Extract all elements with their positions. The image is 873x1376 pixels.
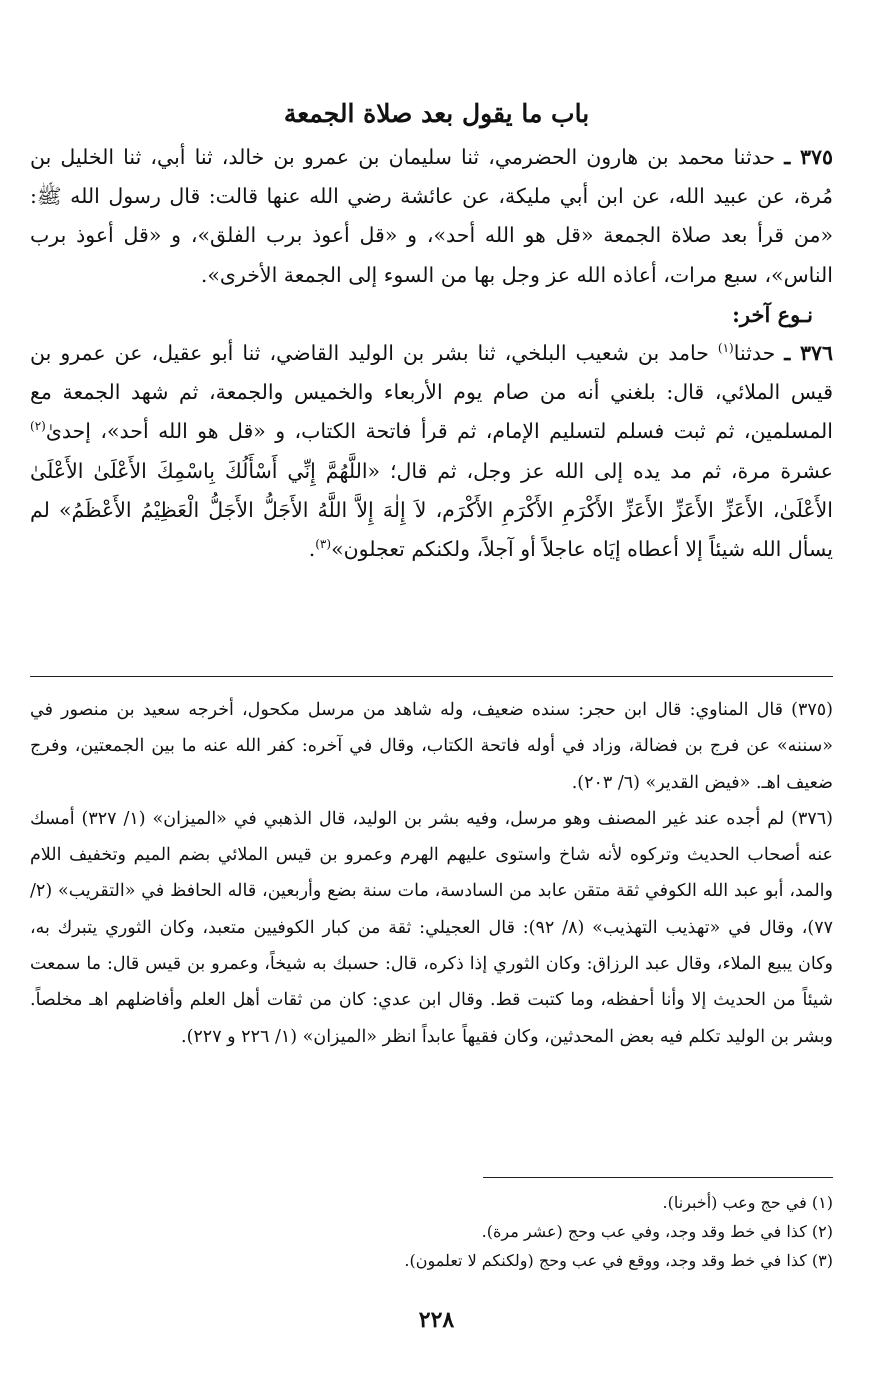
hadith-text-376-part2: عشرة مرة، ثم مد يده إلى الله عز وجل، ثم قال؛ «اللَّهُمَّ إِنِّي أَسْأَلُكَ بِاسْمِكَ الأَعْلَىٰ الأَعْلَىٰ الأَعْلَىٰ، الأَعَزِّ الأَعَزِّ الأَعَزِّ الأَكْرَمِ الأَكْرَمِ الأَكْرَم، لاَ إِلٰهَ إِلاَّ اللَّهُ الأَجَلُّ الأَجَلُّ الْعَظِيْمُ الأَعْظَمُ» لم يسأل الله شيئاً إلا أعطاه إيَاه عاجلاً أو آجلاً، ولكنكم تعجلون» [30,458,833,562]
footnote-2: (٢) كذا في خط وقد وجد، وفي عب وحج (عشر مرة). [481,1222,833,1241]
hadith-376 [30,334,833,569]
main-text [30,138,833,569]
footnote-divider [483,1177,833,1178]
commentary-notes [30,692,833,1055]
footnote-marker-3: (٣) [315,537,332,552]
hadith-375 [30,138,833,295]
footnote-marker-1: (١) [717,341,734,356]
section-subheading: نـوع آخر: [732,301,813,327]
main-divider [30,676,833,677]
footnotes [30,1188,833,1275]
note-375: (٣٧٥) قال المناوي: قال ابن حجر: سنده ضعيف، وله شاهد من مرسل مكحول، أخرجه سعيد بن منصور في «سننه» عن فرج بن فضالة، وزاد في أوله فاتحة الكتاب، وقال في آخره: كفر الله عنه ما بين الجمعتين، وفرج ضعيف اهـ. «فيض القدير» (٦/ ٢٠٣). [30,700,833,793]
page-number: ٢٢٨ [418,1307,455,1333]
hadith-text-375: حدثنا محمد بن هارون الحضرمي، ثنا سليمان بن عمرو بن خالد، ثنا أبي، ثنا الخليل بن مُرة، عن عبيد الله، عن ابن أبي مليكة، عن عائشة رضي الله عنها قالت: قال رسول الله ﷺ: «من قرأ بعد صلاة الجمعة «قل هو الله أحد»، و «قل أعوذ برب الفلق»، و «قل أعوذ برب الناس»، سبع مرات، أعاذه الله عز وجل بها من السوء إلى الجمعة الأخرى». [30,145,833,287]
footnote-marker-2: (٢) [30,419,46,434]
hadith-number-375: ٣٧٥ ـ [784,145,833,169]
note-376: (٣٧٦) لم أجده عند غير المصنف وهو مرسل، وفيه بشر بن الوليد، قال الذهبي في «الميزان» (١/ ٣٢٧) أمسك عنه أصحاب الحديث وتركوه لأنه شاخ واستوى عليهم الهرم وعمرو بن قيس الملائي بضم الميم وتخفيف اللام والمد، أبو عبد الله الكوفي ثقة متقن عابد من السادسة، مات سنة بضع وأربعين، قاله الحافظ في «التقريب» (٢/ ٧٧)، وقال في «تهذيب التهذيب» (٨/ ٩٢): قال العجيلي: ثقة من كبار الكوفيين متعبد، وكان الثوري يتبرك به، وكان يبيع الملاء، وقال عبد الرزاق: وكان الثوري إذا ذكره، قال: حسبك به شيخاً، وعمرو بن قيس قال: ما سمعت شيئاً من الحديث إلا وأنا أحفظه، وما كتبت قط. وقال ابن عدي: كان من ثقات أهل العلم وأفاضلهم اهـ مخلصاً. وبشر بن الوليد تكلم فيه بعض المحدثين، وكان فقيهاً عابداً انظر «الميزان» (١/ ٢٢٦ و ٢٢٧). [30,808,833,1047]
footnote-1: (١) في حج وعب (أخبرنا). [662,1193,833,1212]
footnote-3: (٣) كذا في خط وقد وجد، ووقع في عب وحج (ولكنكم لا تعلمون). [404,1251,833,1270]
hadith-number-376: ٣٧٦ ـ [784,341,833,366]
hadith-lead-376: حدثنا [733,341,785,366]
chapter-heading: باب ما يقول بعد صلاة الجمعة [283,99,590,128]
hadith-text-376-part1: حامد بن شعيب البلخي، ثنا بشر بن الوليد القاضي، ثنا أبو عقيل، عن عمرو بن قيس الملائي، قال: بلغني أنه من صام يوم الأربعاء والخميس والجمعة، ثم شهد الجمعة مع المسلمين، ثم ثبت فسلم لتسليم الإمام، ثم قرأ فاتحة الكتاب، و «قل هو الله أحد»، إحدىٰ [30,341,833,444]
hadith-text-376-end: . [308,537,316,562]
